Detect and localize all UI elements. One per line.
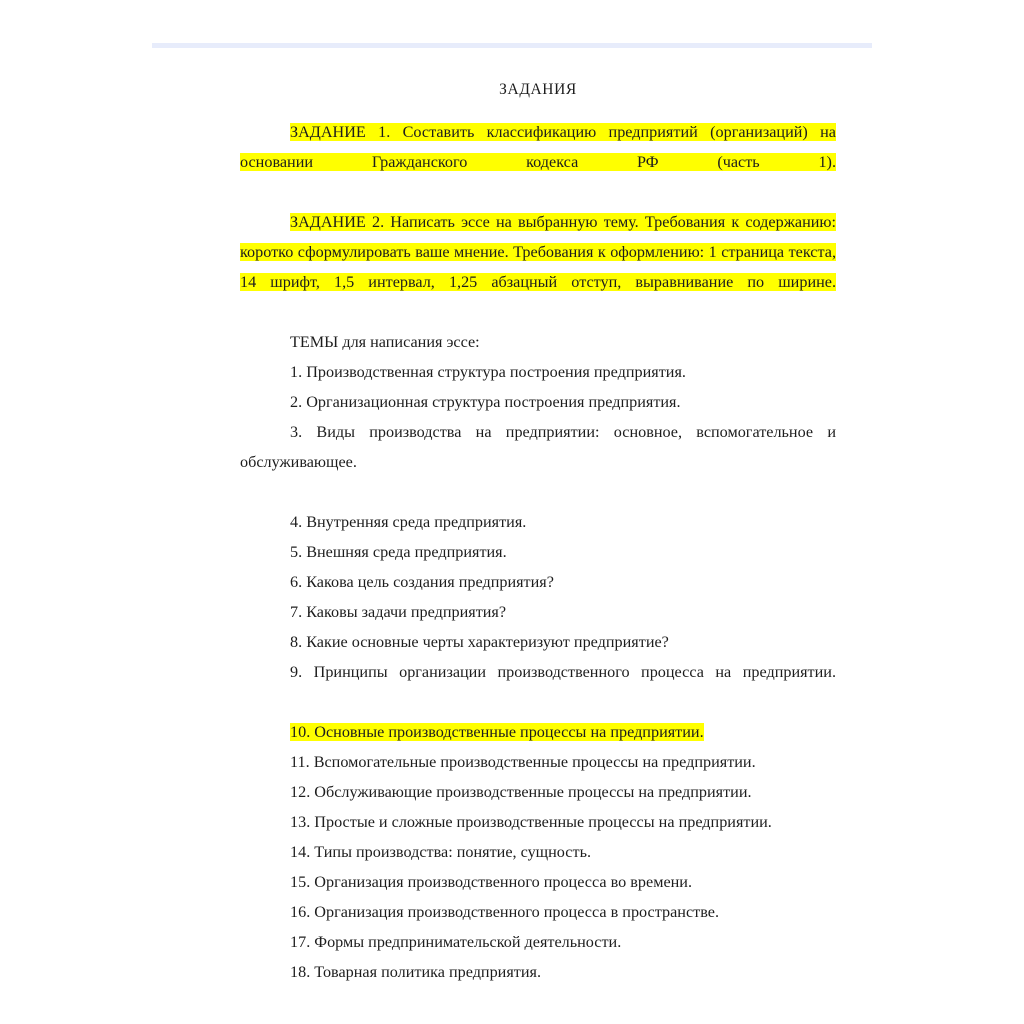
list-item-number: 11.	[290, 753, 310, 772]
list-item-text: Вспомогательные производственные процессы на предприятии.	[313, 753, 756, 772]
list-item-number: 4.	[290, 513, 303, 532]
list-item-number: 5.	[290, 543, 303, 562]
list-item	[240, 957, 836, 987]
document-body	[240, 78, 836, 987]
list-item-text: Каковы задачи предприятия?	[306, 603, 507, 622]
list-item	[240, 507, 836, 537]
list-item-text: Внешняя среда предприятия.	[306, 543, 507, 562]
list-item-number: 15.	[290, 873, 311, 892]
list-item-text: Внутренняя среда предприятия.	[306, 513, 527, 532]
list-item-number: 18.	[290, 963, 311, 982]
page-top-band	[152, 43, 872, 48]
list-item-text: Принципы организации производственного процесса на предприятии.	[313, 663, 837, 682]
list-item-number: 1.	[290, 363, 303, 382]
list-item	[240, 657, 836, 717]
list-item	[240, 897, 836, 927]
list-item-text: Формы предпринимательской деятельности.	[314, 933, 622, 952]
assignment-1-paragraph	[240, 117, 836, 207]
list-item	[240, 927, 836, 957]
assignment-2-text: ЗАДАНИЕ 2. Написать эссе на выбранную тему. Требования к содержанию: коротко сформулировать ваше мнение. Требования к оформлению: 1 страница текста, 14 шрифт, 1,5 интервал, 1,25 абзацный отступ, выравнивание по ширине.	[240, 213, 836, 292]
list-item	[240, 567, 836, 597]
list-item	[240, 357, 836, 387]
list-item-number: 8.	[290, 633, 303, 652]
list-item	[240, 867, 836, 897]
list-item	[240, 807, 836, 837]
list-item	[240, 417, 836, 507]
list-item	[240, 387, 836, 417]
assignment-1-text: ЗАДАНИЕ 1. Составить классификацию предприятий (организаций) на основании Гражданского кодекса РФ (часть 1).	[240, 123, 836, 172]
list-item-number: 9.	[290, 663, 303, 682]
list-item-number: 14.	[290, 843, 311, 862]
list-item-text: Товарная политика предприятия.	[314, 963, 542, 982]
list-item-number: 3.	[290, 423, 303, 442]
list-item-text: Типы производства: понятие, сущность.	[314, 843, 591, 862]
list-item-text: Простые и сложные производственные процессы на предприятии.	[314, 813, 772, 832]
list-item	[240, 777, 836, 807]
list-item-number: 13.	[290, 813, 311, 832]
list-item-text: Какие основные черты характеризуют предприятие?	[306, 633, 669, 652]
page-title: ЗАДАНИЯ	[499, 81, 577, 98]
list-item	[240, 747, 836, 777]
themes-heading: ТЕМЫ для написания эссе:	[290, 333, 480, 352]
list-item	[240, 717, 836, 747]
list-item-number: 7.	[290, 603, 303, 622]
list-item-number: 10.	[290, 723, 311, 742]
list-item	[240, 627, 836, 657]
list-item-number: 6.	[290, 573, 303, 592]
list-item-highlighted	[290, 723, 704, 741]
assignment-2-paragraph	[240, 207, 836, 327]
list-item-text: Виды производства на предприятии: основное, вспомогательное и обслуживающее.	[240, 423, 836, 472]
list-item-text: Основные производственные процессы на предприятии.	[314, 723, 704, 742]
list-item-number: 17.	[290, 933, 311, 952]
list-item-text: Какова цель создания предприятия?	[306, 573, 554, 592]
list-item-text: Организация производственного процесса во времени.	[314, 873, 692, 892]
list-item	[240, 837, 836, 867]
list-item-text: Организация производственного процесса в пространстве.	[314, 903, 719, 922]
list-item-text: Обслуживающие производственные процессы на предприятии.	[314, 783, 752, 802]
list-item-number: 12.	[290, 783, 311, 802]
list-item-number: 2.	[290, 393, 303, 412]
list-item-text: Производственная структура построения предприятия.	[306, 363, 686, 382]
themes-list	[240, 357, 836, 987]
list-item	[240, 597, 836, 627]
list-item-text: Организационная структура построения предприятия.	[306, 393, 681, 412]
list-item-number: 16.	[290, 903, 311, 922]
list-item	[240, 537, 836, 567]
